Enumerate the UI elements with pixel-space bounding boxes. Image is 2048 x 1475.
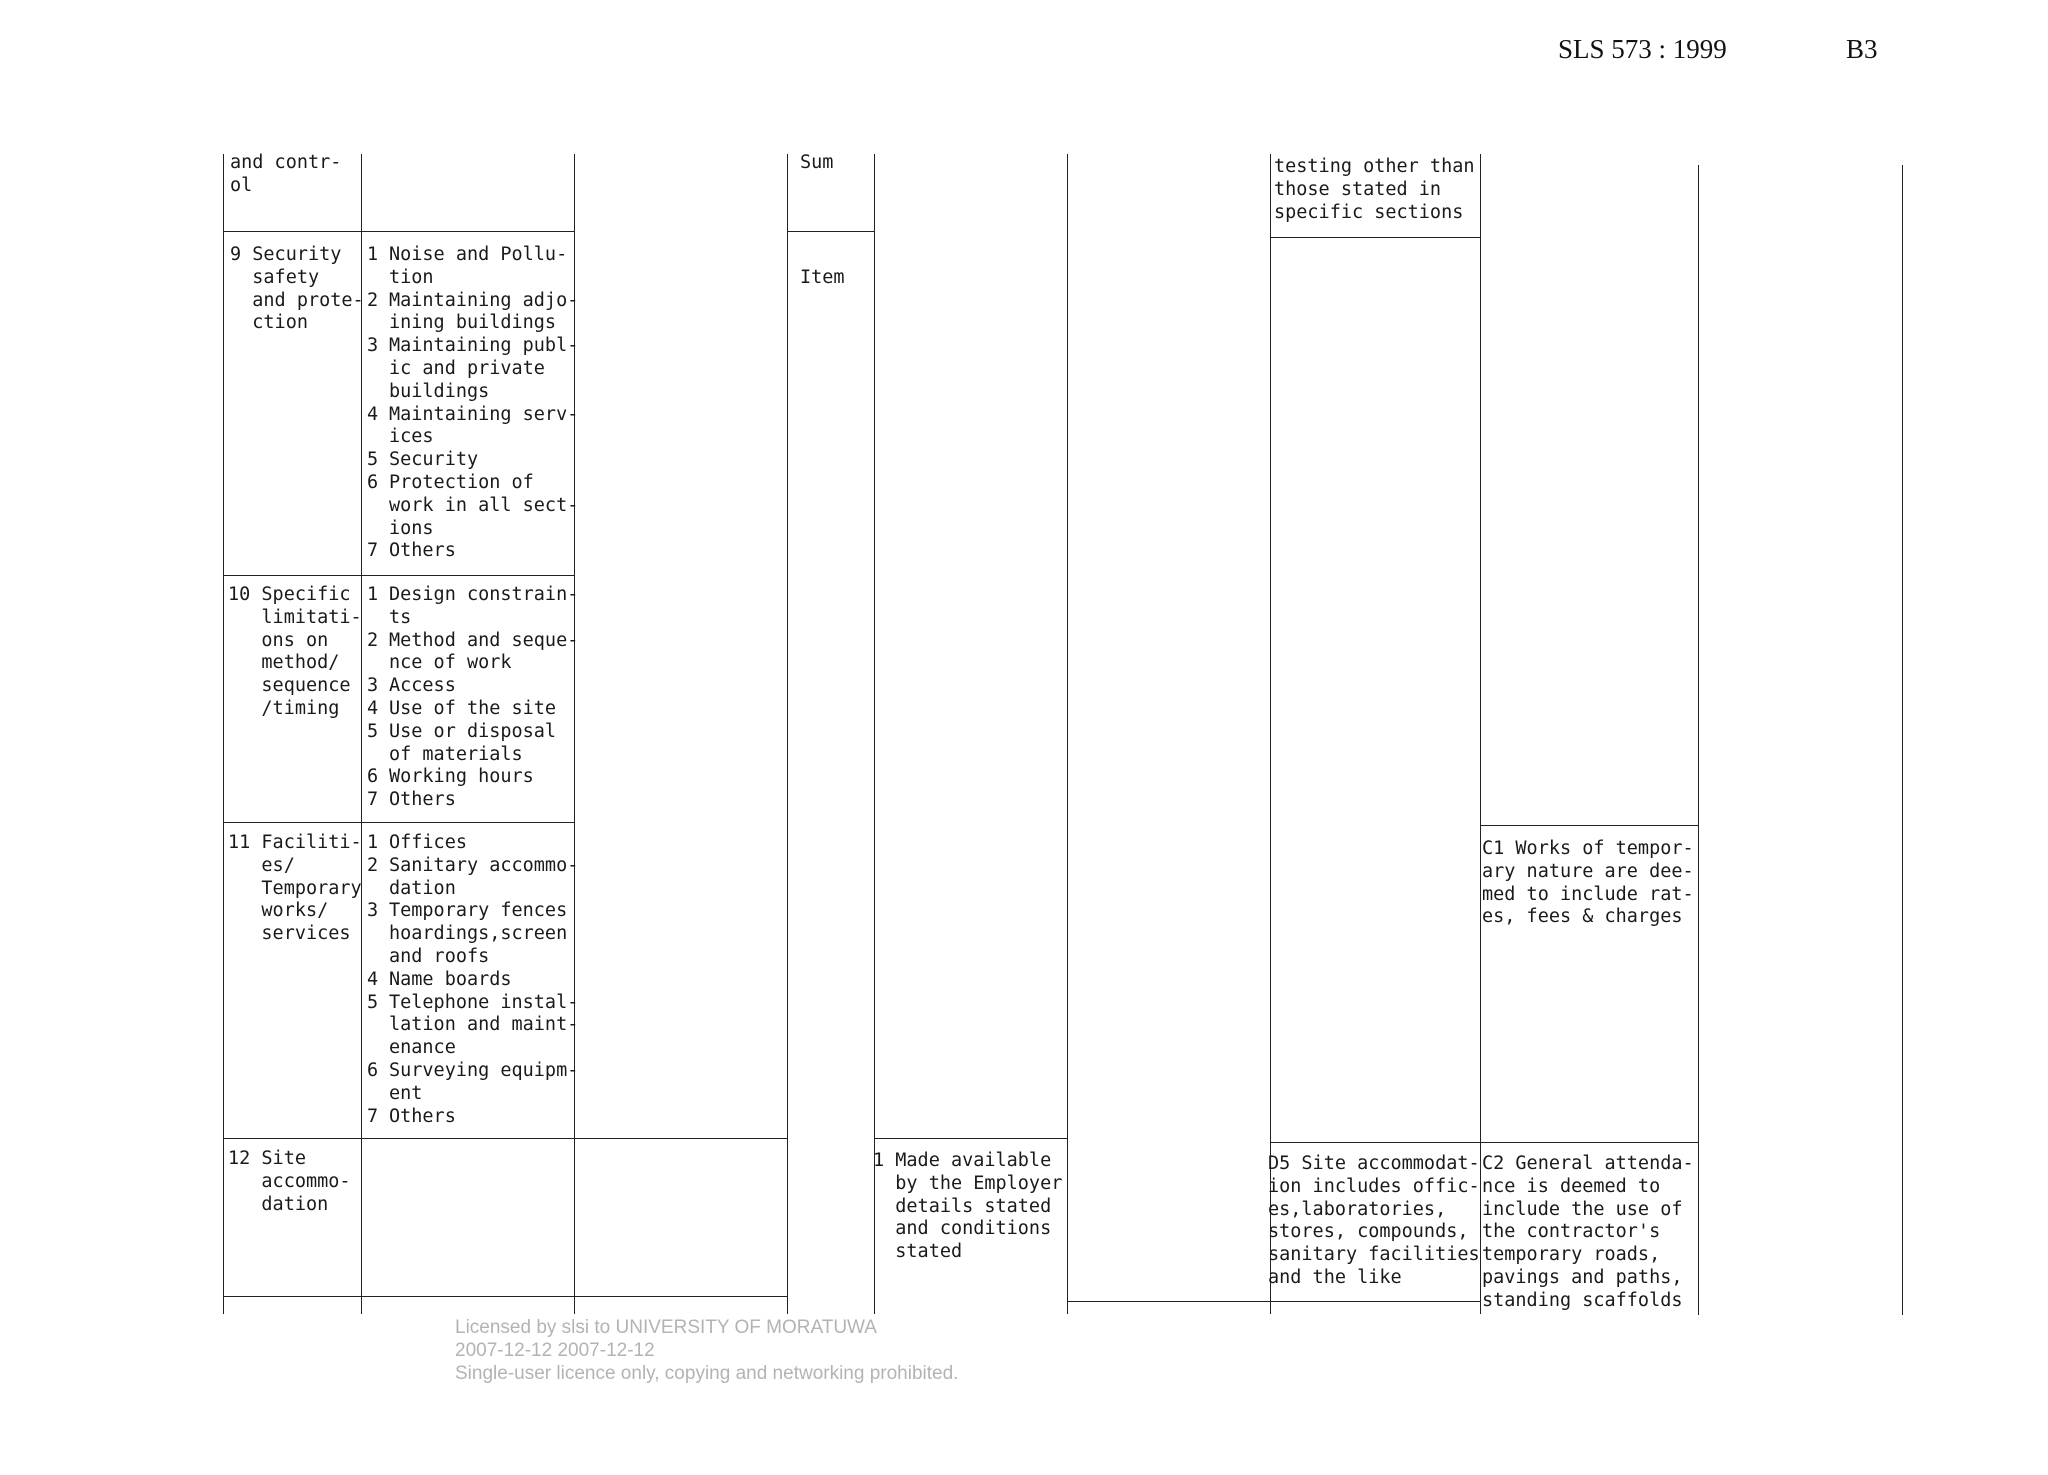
list-item bbox=[367, 290, 578, 336]
watermark-line: Single-user licence only, copying and networking prohibited. bbox=[455, 1363, 959, 1384]
item-text: Noise and Pollu- tion bbox=[389, 244, 568, 288]
list-item bbox=[367, 992, 578, 1060]
item-text: Protection of work in all sect- ions bbox=[389, 471, 579, 539]
item-number: 1 bbox=[367, 244, 379, 265]
list-item bbox=[367, 1060, 578, 1106]
row-10-items bbox=[367, 584, 578, 812]
item-text: Method and seque- nce of work bbox=[389, 629, 579, 674]
item-number: 3 bbox=[367, 900, 379, 922]
standard-number: SLS 573 : 1999 bbox=[1558, 34, 1727, 64]
item-text: Use of the site bbox=[389, 697, 557, 719]
unit-item: Item bbox=[800, 267, 845, 288]
grid-line bbox=[874, 1138, 1067, 1139]
grid-line bbox=[223, 822, 574, 823]
item-number: 7 bbox=[367, 789, 379, 811]
item-text: Maintaining adjo- ining buildings bbox=[389, 289, 579, 334]
item-text: Maintaining publ- ic and private buildings bbox=[389, 335, 579, 402]
item-number: 4 bbox=[367, 403, 379, 425]
item-number: 2 bbox=[367, 289, 379, 311]
item-number: 5 bbox=[367, 449, 379, 471]
grid-line bbox=[1067, 154, 1068, 1314]
list-item bbox=[367, 832, 578, 855]
grid-line bbox=[1480, 825, 1698, 826]
item-number: 3 bbox=[367, 335, 379, 357]
watermark-line: Licensed by slsi to UNIVERSITY OF MORATUWA bbox=[455, 1317, 877, 1338]
item-number: 7 bbox=[367, 540, 379, 562]
list-item bbox=[367, 855, 578, 901]
grid-line bbox=[874, 154, 875, 1314]
grid-line bbox=[787, 154, 788, 1314]
grid-line bbox=[223, 154, 224, 1314]
item-number: 4 bbox=[367, 697, 379, 719]
item-text: Sanitary accommo- dation bbox=[389, 854, 579, 899]
item-text: Working hours bbox=[389, 766, 534, 788]
item-number: 5 bbox=[367, 720, 379, 742]
item-text: Name boards bbox=[389, 968, 512, 990]
item-number: 5 bbox=[367, 991, 379, 1013]
list-item bbox=[367, 675, 578, 698]
list-item bbox=[367, 472, 578, 540]
item-text: Offices bbox=[389, 832, 467, 853]
grid-line bbox=[1698, 165, 1699, 1315]
item-number: 6 bbox=[367, 766, 379, 788]
grid-line bbox=[223, 575, 574, 576]
item-text: Design constrain- ts bbox=[389, 584, 579, 628]
page-number: B3 bbox=[1846, 34, 1878, 64]
grid-line bbox=[1270, 154, 1271, 1314]
item-number: 6 bbox=[367, 1059, 379, 1081]
grid-line bbox=[223, 1296, 787, 1297]
testing-note: testing other than those stated in specific sections bbox=[1274, 156, 1475, 223]
list-item bbox=[367, 244, 578, 290]
list-item bbox=[367, 766, 578, 789]
item-number: 2 bbox=[367, 629, 379, 651]
item-number: 7 bbox=[367, 1105, 379, 1127]
item-text: Maintaining serv- ices bbox=[389, 403, 579, 448]
d5-note: D5 Site accommodat- ion includes offic- es,laboratories, stores, compounds, sanitary facilities and the like bbox=[1268, 1153, 1480, 1288]
row-8-heading-tail: and contr- ol bbox=[230, 152, 342, 196]
list-item bbox=[367, 789, 578, 812]
item-text: Telephone instal- lation and maint- enance bbox=[389, 991, 579, 1059]
grid-line bbox=[1270, 237, 1480, 238]
row-11-items bbox=[367, 832, 578, 1128]
list-item bbox=[367, 698, 578, 721]
grid-line bbox=[1902, 165, 1903, 1315]
item-number: 1 bbox=[367, 832, 379, 853]
unit-sum: Sum bbox=[800, 152, 834, 173]
list-item bbox=[367, 449, 578, 472]
item-text: Others bbox=[389, 789, 456, 811]
list-item bbox=[367, 630, 578, 676]
item-number: 6 bbox=[367, 471, 379, 493]
row-10-heading: 10 Specific limitati- ons on method/ sequence /timing bbox=[228, 584, 362, 719]
item-number: 4 bbox=[367, 968, 379, 990]
item-text: Access bbox=[389, 675, 456, 697]
item-number: 3 bbox=[367, 675, 379, 697]
list-item bbox=[367, 721, 578, 767]
grid-line bbox=[223, 231, 574, 232]
watermark-line: 2007-12-12 2007-12-12 bbox=[455, 1340, 655, 1361]
c1-note: C1 Works of tempor- ary nature are dee- med to include rat- es, fees & charges bbox=[1482, 838, 1694, 928]
row-9-heading: 9 Security safety and prote- ction bbox=[230, 244, 364, 334]
grid-line bbox=[787, 231, 874, 232]
c2-note: C2 General attenda- nce is deemed to include the use of the contractor's temporary roads, pavings and paths, standing scaffolds bbox=[1482, 1153, 1694, 1311]
item-text: Others bbox=[389, 1105, 456, 1127]
licence-watermark bbox=[455, 1316, 958, 1385]
grid-line bbox=[223, 1138, 787, 1139]
grid-line bbox=[1067, 1301, 1480, 1302]
list-item bbox=[367, 1106, 578, 1129]
item-number: 1 bbox=[367, 584, 379, 605]
row-9-items bbox=[367, 244, 578, 563]
row-11-heading: 11 Faciliti- es/ Temporary works/ services bbox=[228, 832, 362, 945]
list-item bbox=[367, 335, 578, 403]
row-12-heading: 12 Site accommo- dation bbox=[228, 1148, 351, 1215]
item-text: Surveying equipm- ent bbox=[389, 1059, 579, 1104]
item-text: Others bbox=[389, 540, 456, 562]
list-item bbox=[367, 900, 578, 968]
grid-line bbox=[1270, 1142, 1698, 1143]
item-text: Use or disposal of materials bbox=[389, 720, 557, 765]
item-number: 2 bbox=[367, 854, 379, 876]
item-text: Security bbox=[389, 449, 479, 471]
list-item bbox=[367, 540, 578, 563]
row-12-note: 1 Made available by the Employer details stated and conditions stated bbox=[873, 1150, 1063, 1263]
list-item bbox=[367, 584, 578, 630]
item-text: Temporary fences hoardings,screen and roofs bbox=[389, 900, 568, 967]
list-item bbox=[367, 404, 578, 450]
list-item bbox=[367, 969, 578, 992]
grid-line bbox=[1480, 154, 1481, 1314]
